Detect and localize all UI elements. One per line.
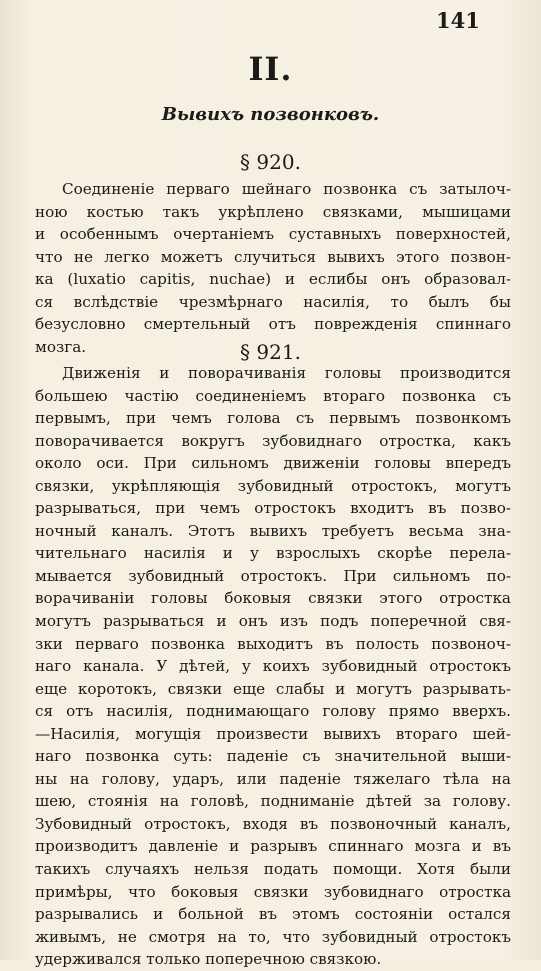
text-line: производитъ давленіе и разрывъ спиннаго мозга и въ [35, 837, 511, 856]
text-line: большею частію соединеніемъ втораго позвонка съ [35, 386, 511, 405]
text-line: удерживался только поперечною связкою. [35, 950, 382, 969]
text-line: еще коротокъ, связки еще слабы и могутъ разрывать- [35, 679, 511, 698]
text-line: поворачивается вокругъ зубовиднаго отростка, какъ [35, 431, 511, 450]
text-line: ночный каналъ. Этотъ вывихъ требуетъ весьма зна- [35, 521, 511, 540]
section-heading: § 920. [240, 150, 301, 174]
text-line: что не легко можетъ случиться вывихъ этого позвон- [35, 247, 511, 266]
text-line: ся вслѣдствіе чрезмѣрнаго насилія, то былъ бы [35, 292, 511, 311]
text-line: ся отъ насилія, поднимающаго голову прямо вверхъ. [35, 702, 511, 721]
text-line: разрываться, при чемъ отростокъ входитъ въ позво- [35, 499, 511, 518]
page-number: 141 [436, 8, 480, 33]
section-heading: § 921. [240, 340, 301, 364]
text-line: чительнаго насилія и у взрослыхъ скорѣе перела- [35, 544, 511, 563]
text-line: Зубовидный отростокъ, входя въ позвоночный каналъ, [35, 814, 511, 833]
chapter-number: II. [248, 50, 293, 88]
text-line: шею, стоянія на головѣ, подниманіе дѣтей за голову. [35, 792, 511, 811]
text-line: мывается зубовидный отростокъ. При сильномъ по- [35, 566, 511, 585]
text-line: Соединеніе перваго шейнаго позвонка съ затылоч- [62, 180, 511, 198]
text-line: живымъ, не смотря на то, что зубовидный отростокъ [35, 927, 511, 946]
text-line: —Насилія, могущія произвести вывихъ втораго шей- [35, 724, 511, 743]
text-line: ною костью такъ укрѣплено связками, мышицами [35, 202, 511, 221]
text-line: могутъ разрываться и онъ изъ подъ поперечной свя- [35, 612, 511, 631]
text-line: безусловно смертельный отъ поврежденія спиннаго [35, 315, 511, 334]
text-line: ны на голову, ударъ, или паденіе тяжелаго тѣла на [35, 769, 511, 788]
paragraph [0, 178, 541, 358]
text-line: ка (luxatio capitis, nuchae) и еслибы онъ образовал- [35, 270, 511, 289]
text-line: такихъ случаяхъ нельзя подать помощи. Хотя были [35, 860, 511, 879]
chapter-title: Вывихъ позвонковъ. [161, 104, 380, 125]
text-line: первымъ, при чемъ голова съ первымъ позвонкомъ [35, 409, 511, 428]
text-line: связки, укрѣпляющія зубовидный отростокъ, могутъ [35, 476, 511, 495]
paragraph [0, 362, 541, 971]
text-line: мозга. [35, 337, 87, 356]
text-line: и особеннымъ очертаніемъ суставныхъ поверхностей, [35, 225, 511, 244]
text-line: ворачиваніи головы боковыя связки этого отростка [35, 589, 511, 608]
text-line: наго канала. У дѣтей, у коихъ зубовидный отростокъ [35, 657, 511, 676]
text-line: разрывались и больной въ этомъ состояніи остался [35, 905, 511, 924]
text-line: зки перваго позвонка выходитъ въ полость позвоноч- [35, 634, 511, 653]
text-line: Движенія и поворачиванія головы производится [62, 364, 511, 382]
text-line: примѣры, что боковыя связки зубовиднаго отростка [35, 882, 511, 901]
text-line: наго позвонка суть: паденіе съ значительной выши- [35, 747, 511, 766]
text-line: около оси. При сильномъ движеніи головы впередъ [35, 454, 511, 473]
